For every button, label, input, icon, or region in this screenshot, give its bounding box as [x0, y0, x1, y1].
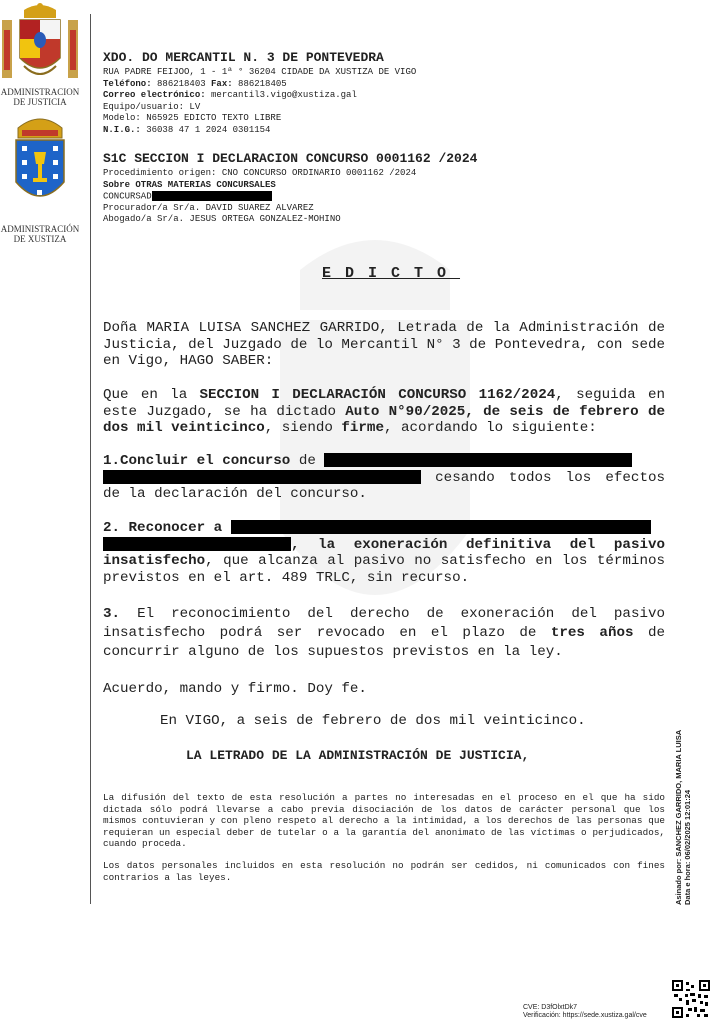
- logo-sidebar: [0, 0, 88, 260]
- signature-datetime: Data e hora: 06/02/2025 12:01:24: [683, 789, 692, 905]
- cve-code: CVE: D3fOlxtDk7: [523, 1004, 578, 1011]
- signature-title: LA LETRADO DE LA ADMINISTRACIÓN DE JUSTICIA,: [186, 748, 530, 763]
- justicia-label: ADMINISTRACION DE JUSTICIA: [0, 87, 80, 107]
- text-run-bold: 1.Concluir el concurso: [103, 453, 291, 469]
- text-run: Que en la: [103, 387, 200, 403]
- case-subject: Sobre OTRAS MATERIAS CONCURSALES: [103, 179, 276, 190]
- text-run: cesando todos los efectos de la declaración del concurso.: [103, 469, 665, 502]
- redaction-bar: [231, 520, 651, 534]
- fax-label: Fax:: [211, 78, 233, 89]
- signature-signer: Asinado por: SANCHEZ GARRIDO, MARIA LUISA: [674, 729, 683, 905]
- privacy-notice: La difusión del texto de esta resolución a partes no interesadas en el proceso en el que ha sido dictada sólo podrá llevarse a cabo previa disociación de los datos de carácter personal que los mismos contuvieran y con pleno respeto al derecho a la intimidad, a los derechos de las personas que requieran un especial deber de tutelar o a la garantía del anonimato de las víctimas o perjudicados, cuando proceda.: [103, 792, 665, 849]
- paragraph-point-3: [103, 605, 665, 662]
- nig-value: 36038 47 1 2024 0301154: [146, 124, 271, 135]
- qr-code-icon: [672, 980, 710, 1018]
- text-run-bold: , la exoneración definitiva del pasivo insatisfecho: [103, 536, 665, 569]
- text-run-bold: SECCION I DECLARACIÓN CONCURSO 1162/2024: [199, 387, 556, 403]
- text-run: , siendo: [264, 420, 342, 436]
- paragraph-point-1: [103, 453, 665, 503]
- model-line: Modelo: N65925 EDICTO TEXTO LIBRE: [103, 113, 282, 123]
- text-run-bold: 3.: [103, 606, 121, 622]
- redaction-bar: [103, 470, 421, 484]
- verification-url[interactable]: Verificación: https://sede.xustiza.gal/cve: [523, 1012, 647, 1019]
- spain-coat-of-arms-icon: [0, 0, 80, 88]
- nig-label: N.I.G.:: [103, 124, 141, 135]
- place-date: En VIGO, a seis de febrero de dos mil veinticinco.: [160, 713, 586, 729]
- concursado-line: [103, 191, 272, 203]
- margin-rule: [90, 14, 91, 904]
- text-run: de concurrir alguno de los supuestos previstos en la ley.: [103, 625, 665, 660]
- fax-value: 886218405: [238, 78, 287, 89]
- court-address: RUA PADRE FEIJOO, 1 - 1ª ° 36204 CIDADE DA XUSTIZA DE VIGO: [103, 67, 417, 77]
- text-run-bold: firme: [341, 420, 384, 436]
- phone-label: Teléfono:: [103, 78, 152, 89]
- digital-signature: [674, 730, 692, 905]
- verification-block: [523, 1004, 647, 1020]
- redaction-bar: [103, 537, 291, 551]
- redaction-bar: [324, 453, 632, 467]
- paragraph-point-2: [103, 520, 665, 586]
- nig-line: [103, 125, 270, 137]
- xustiza-label: ADMINISTRACIÓN DE XUSTIZA: [0, 224, 80, 244]
- text-run: , que alcanza al pasivo no satisfecho en los términos previstos en el art. 489 TRLC, sin recurso.: [103, 553, 665, 586]
- case-title: S1C SECCION I DECLARACION CONCURSO 0001162 /2024: [103, 151, 478, 166]
- paragraph-closing: Acuerdo, mando y firmo. Doy fe.: [103, 681, 367, 697]
- document-title: EDICTO: [322, 265, 461, 282]
- team-line: Equipo/usuario: LV: [103, 101, 201, 112]
- data-protection-notice: Los datos personales incluidos en esta resolución no podrán ser cedidos, ni comunicados con fines contrarios a las leyes.: [103, 860, 665, 883]
- redaction-bar: [152, 191, 272, 201]
- text-run-bold: tres años: [550, 625, 634, 641]
- contact-line: [103, 79, 287, 91]
- procurador-line: Procurador/a Sr/a. DAVID SUAREZ ALVAREZ: [103, 202, 314, 213]
- text-run: , acordando lo siguiente:: [383, 420, 597, 436]
- phone-value: 886218403: [157, 78, 206, 89]
- text-run: El reconocimiento del derecho de exoneración del pasivo insatisfecho podrá ser revocado en el plazo de: [103, 606, 665, 641]
- paragraph-section: [103, 387, 665, 437]
- abogado-line: Abogado/a Sr/a. JESUS ORTEGA GONZALEZ-MOHINO: [103, 214, 341, 224]
- concursado-label: CONCURSAD: [103, 191, 152, 202]
- text-run-bold: Auto N°90/2025, de seis de febrero de dos mil veinticinco: [103, 403, 665, 436]
- email-label: Correo electrónico:: [103, 90, 206, 100]
- email-value: mercantil3.vigo@xustiza.gal: [211, 90, 357, 100]
- court-name: XDO. DO MERCANTIL N. 3 DE PONTEVEDRA: [103, 50, 384, 65]
- email-line: [103, 90, 357, 102]
- paragraph-intro: Doña MARIA LUISA SANCHEZ GARRIDO, Letrada de la Administración de Justicia, del Juzgado de lo Mercantil N° 3 de Pontevedra, con sede en Vigo, HAGO SABER:: [103, 320, 665, 369]
- text-run: de: [290, 453, 325, 469]
- galicia-coat-of-arms-icon: [0, 112, 80, 212]
- case-origin: Procedimiento origen: CNO CONCURSO ORDINARIO 0001162 /2024: [103, 168, 417, 178]
- text-run: , seguida en este Juzgado, se ha dictado: [103, 387, 666, 420]
- text-run-bold: 2. Reconocer a: [103, 520, 231, 536]
